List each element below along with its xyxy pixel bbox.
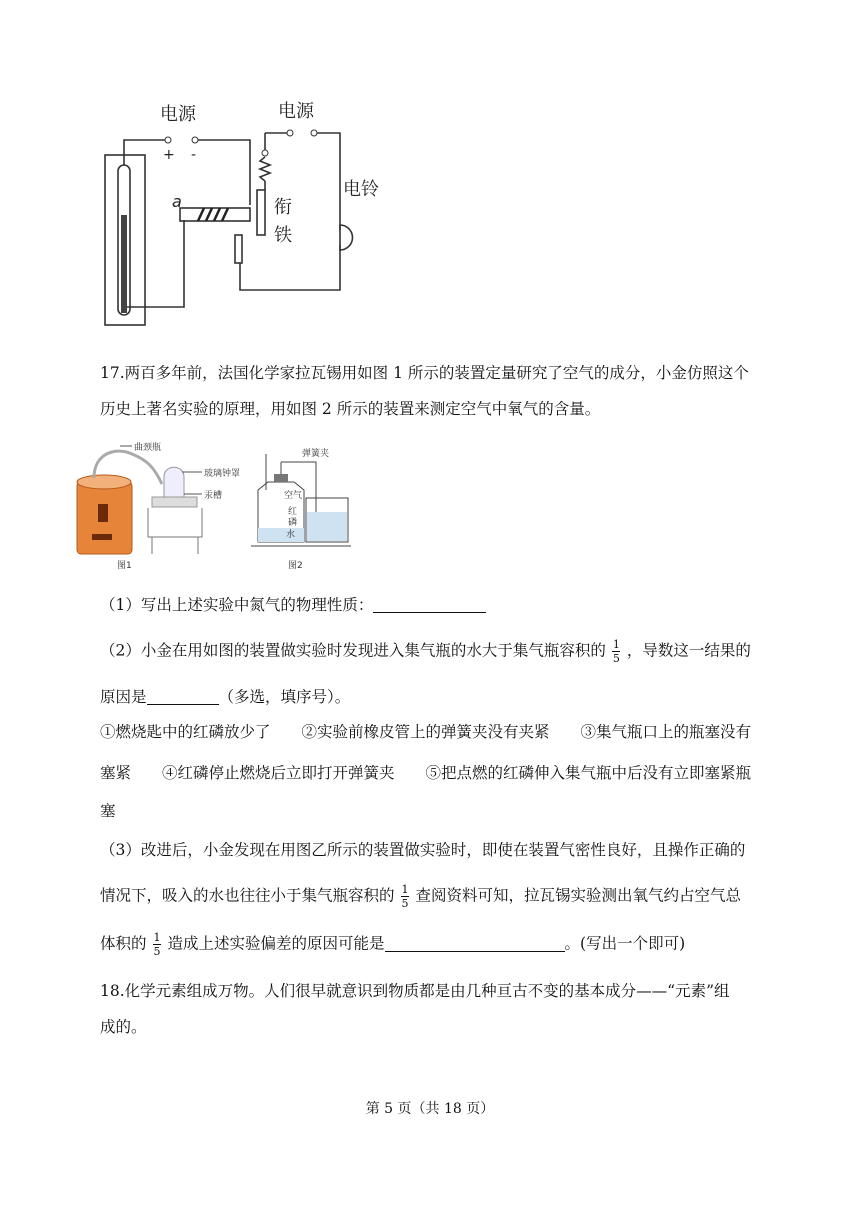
q17-stem-line1: 17.两百多年前，法国化学家拉瓦锡用如图 1 所示的装置定量研究了空气的成分，小金仿照这个 xyxy=(100,364,749,382)
power-label-left: 电源 xyxy=(160,104,196,125)
q17-part2-text-d: （多选，填序号）。 xyxy=(218,688,351,706)
label-red-2: 磷 xyxy=(288,518,298,528)
figure2-oxygen-apparatus xyxy=(246,442,356,570)
fraction-denominator: 5 xyxy=(612,652,620,665)
q17-stem-line2: 历史上著名实验的原理，用如图 2 所示的装置来测定空气中氧气的含量。 xyxy=(100,400,601,418)
label-trough: 汞槽 xyxy=(204,491,223,501)
minus-sign: - xyxy=(191,147,197,163)
label-retort: 曲颈瓶 xyxy=(134,443,162,453)
answer-blank-2[interactable] xyxy=(147,688,219,705)
electromagnet-label: a xyxy=(172,192,182,211)
circuit-figure xyxy=(100,95,390,330)
armature-label-1: 衔 xyxy=(274,197,292,218)
q17-part1-text: （1）写出上述实验中氮气的物理性质： xyxy=(100,596,374,614)
q17-part3-text-c: 体积的 xyxy=(100,934,147,953)
q17-part3-text-e: 。(写出一个即可) xyxy=(564,934,686,953)
plus-sign: + xyxy=(163,147,175,163)
q17-options-line2: 塞紧 ④红磷停止燃烧后立即打开弹簧夹 ⑤把点燃的红磷伸入集气瓶中后没有立即塞紧瓶 xyxy=(100,764,752,782)
fraction-denominator-2: 5 xyxy=(401,897,409,910)
figure1-caption: 图1 xyxy=(117,561,132,570)
q17-part3-text-d: 造成上述实验偏差的原因可能是 xyxy=(167,934,385,953)
page-footer: 第 5 页（共 18 页） xyxy=(365,1101,495,1117)
figure2-caption: 图2 xyxy=(288,561,303,570)
answer-blank-1[interactable] xyxy=(373,596,486,613)
q17-part1 xyxy=(100,595,790,615)
fraction-numerator-3: 1 xyxy=(153,931,161,944)
q17-options-line3: 塞 xyxy=(100,802,116,820)
q17-part2-text-a: （2）小金在用如图的装置做实验时发现进入集气瓶的水大于集气瓶容积的 xyxy=(100,641,606,660)
q17-part3-text-b: 查阅资料可知，拉瓦锡实验测出氧气约占空气总 xyxy=(415,886,742,905)
q18-line1: 18.化学元素组成万物。人们很早就意识到物质都是由几种亘古不变的基本成分——“元素”组 xyxy=(100,982,730,1000)
q17-part2-text-b: ，导数这一结果的 xyxy=(626,641,751,660)
q17-options-line1: ①燃烧匙中的红磷放少了 ②实验前橡皮管上的弹簧夹没有夹紧 ③集气瓶口上的瓶塞没有 xyxy=(100,723,752,741)
q17-part3-line1: （3）改进后，小金发现在用图乙所示的装置做实验时，即使在装置气密性良好，且操作正确的 xyxy=(100,841,746,859)
q17-part3-text-a: 情况下，吸入的水也往往小于集气瓶容积的 xyxy=(100,886,395,905)
bell-icon xyxy=(340,225,353,250)
label-clamp: 弹簧夹 xyxy=(302,449,330,459)
fraction-denominator-3: 5 xyxy=(153,945,161,958)
power-label-right: 电源 xyxy=(278,101,314,122)
fraction-one-fifth xyxy=(612,639,621,664)
label-red-1: 红 xyxy=(288,507,298,517)
label-water: 水 xyxy=(286,530,296,540)
bell-label: 电铃 xyxy=(343,179,379,200)
q17-part2-text-c: 原因是 xyxy=(100,688,147,706)
q17-part2-line2 xyxy=(100,687,790,707)
figure1-lavoisier-apparatus xyxy=(72,442,247,570)
answer-blank-3[interactable] xyxy=(385,935,565,952)
q17-part3-line3 xyxy=(100,932,790,957)
label-bell-jar: 玻璃钟罩 xyxy=(204,469,241,479)
q18-line2: 成的。 xyxy=(100,1018,147,1036)
fraction-one-fifth-3 xyxy=(153,932,162,957)
fraction-numerator-2: 1 xyxy=(401,883,409,896)
fraction-numerator: 1 xyxy=(612,638,620,651)
q17-part2-line1 xyxy=(100,639,790,664)
armature-label-2: 铁 xyxy=(274,225,292,246)
fraction-one-fifth-2 xyxy=(401,884,410,909)
label-air: 空气 xyxy=(284,491,303,501)
q17-part3-line2 xyxy=(100,884,790,909)
